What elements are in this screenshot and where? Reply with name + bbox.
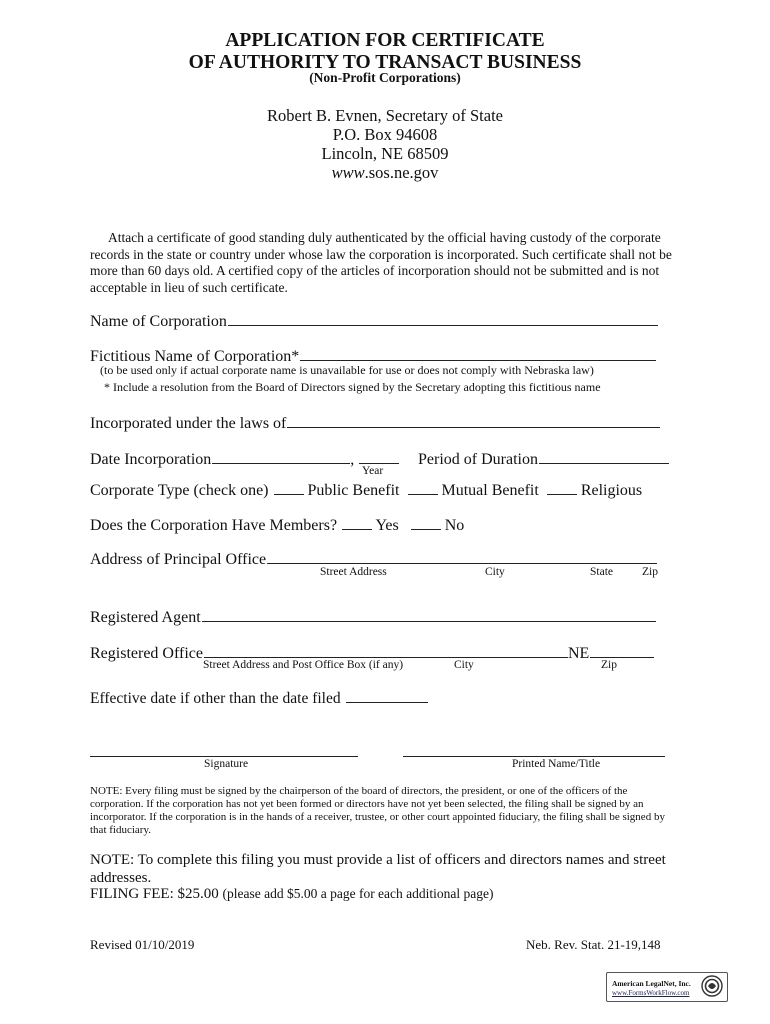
year-label: Year	[362, 465, 384, 477]
fictitious-name-note: (to be used only if actual corporate name is unavailable for use or does not comply with Nebraska law)	[100, 363, 594, 377]
office-city: Lincoln, NE 68509	[321, 144, 449, 163]
registered-office-field[interactable]	[204, 643, 568, 658]
incorporated-laws-label: Incorporated under the laws of	[90, 415, 287, 432]
principal-zip-caption: Zip	[642, 566, 658, 578]
members-row	[90, 515, 464, 535]
registered-street-caption: Street Address and Post Office Box (if any)	[203, 659, 404, 671]
signing-note: NOTE: Every filing must be signed by the chairperson of the board of directors, the president, or one of the officers of the corporation. If the corporation has not yet been formed or directors have not yet been selected, the filing shall be signed by an incorporator. If the corporation is in the hands of a receiver, trustee, or other court appointed fiduciary, the filing shall be signed by that fiduciary.	[90, 785, 665, 836]
signature-caption: Signature	[204, 758, 249, 770]
name-of-corporation-row	[90, 311, 658, 331]
members-no-checkbox[interactable]	[411, 515, 441, 530]
fictitious-name-label: Fictitious Name of Corporation*	[90, 348, 300, 365]
members-no-label: No	[444, 517, 465, 534]
religious-checkbox[interactable]	[547, 480, 577, 495]
incorporated-laws-field[interactable]	[287, 413, 660, 428]
mutual-benefit-checkbox[interactable]	[408, 480, 438, 495]
filing-fee-extra: (please add $5.00 a page for each additional page)	[222, 886, 494, 901]
effective-date-label: Effective date if other than the date filed	[90, 690, 341, 707]
registered-agent-row	[90, 607, 656, 627]
registered-office-label: Registered Office	[90, 645, 203, 662]
effective-date-row	[90, 688, 428, 708]
year-field[interactable]	[359, 449, 399, 464]
members-yes-checkbox[interactable]	[342, 515, 372, 530]
filing-fee	[90, 886, 494, 903]
registered-city-caption: City	[454, 659, 474, 671]
duration-label: Period of Duration	[418, 451, 538, 468]
fictitious-name-field[interactable]	[300, 346, 656, 361]
public-benefit-label: Public Benefit	[307, 482, 400, 499]
office-website[interactable]: www.sos.ne.gov	[331, 163, 439, 182]
office-box: P.O. Box 94608	[332, 125, 438, 144]
registered-office-state: NE	[568, 645, 590, 662]
printed-name-line[interactable]	[403, 756, 665, 757]
revised-date: Revised 01/10/2019	[90, 937, 195, 952]
registered-agent-label: Registered Agent	[90, 609, 201, 626]
filing-fee-amount: FILING FEE: $25.00	[90, 886, 219, 902]
date-incorporation-label: Date Incorporation	[90, 451, 212, 468]
statute-reference: Neb. Rev. Stat. 21-19,148	[526, 937, 661, 952]
public-benefit-checkbox[interactable]	[274, 480, 304, 495]
members-label: Does the Corporation Have Members?	[90, 517, 338, 534]
date-incorporation-field[interactable]	[212, 449, 350, 464]
seal-icon	[701, 975, 723, 997]
officers-note: NOTE: To complete this filing you must provide a list of officers and directors names and street addresses.	[90, 852, 666, 886]
principal-city-caption: City	[485, 566, 505, 578]
members-yes-label: Yes	[375, 517, 399, 534]
corporate-type-label: Corporate Type (check one)	[90, 482, 269, 499]
religious-label: Religious	[580, 482, 643, 499]
office-name: Robert B. Evnen, Secretary of State	[267, 106, 503, 125]
registered-office-zip-field[interactable]	[590, 643, 654, 658]
principal-street-caption: Street Address	[320, 566, 387, 578]
instructions-paragraph: Attach a certificate of good standing duly authenticated by the official having custody of the corporate records in the state or country under whose law the corporation is incorporated. Such certificate shall not be more than 60 days old. A certified copy of the articles of incorporation should not be submitted and is not acceptable in lieu of such certificate.	[90, 230, 672, 295]
printed-name-caption: Printed Name/Title	[512, 758, 601, 770]
incorporated-laws-row	[90, 413, 660, 433]
form-subtitle: (Non-Profit Corporations)	[309, 70, 461, 85]
name-of-corporation-field[interactable]	[228, 311, 658, 326]
form-title-line-1: APPLICATION FOR CERTIFICATE	[225, 30, 545, 51]
date-incorporation-row: Date Incorporation ,	[90, 449, 399, 469]
principal-state-caption: State	[590, 566, 613, 578]
duration-field[interactable]	[539, 449, 669, 464]
name-of-corporation-label: Name of Corporation	[90, 313, 227, 330]
logo-company-name: American LegalNet, Inc.	[612, 979, 691, 988]
registered-agent-field[interactable]	[202, 607, 656, 622]
principal-office-field[interactable]	[267, 549, 657, 564]
registered-zip-caption: Zip	[601, 659, 617, 671]
form-title-line-2: OF AUTHORITY TO TRANSACT BUSINESS	[188, 52, 582, 73]
signature-line[interactable]	[90, 756, 358, 757]
duration-row	[418, 449, 669, 469]
corporate-type-row	[90, 480, 642, 500]
effective-date-field[interactable]	[346, 688, 428, 703]
logo-website-link[interactable]: www.FormsWorkFlow.com	[612, 989, 690, 997]
principal-office-label: Address of Principal Office	[90, 551, 267, 568]
fictitious-resolution-note: * Include a resolution from the Board of Directors signed by the Secretary adopting this fictitious name	[104, 380, 601, 394]
american-legalnet-logo	[606, 972, 728, 1002]
mutual-benefit-label: Mutual Benefit	[441, 482, 539, 499]
